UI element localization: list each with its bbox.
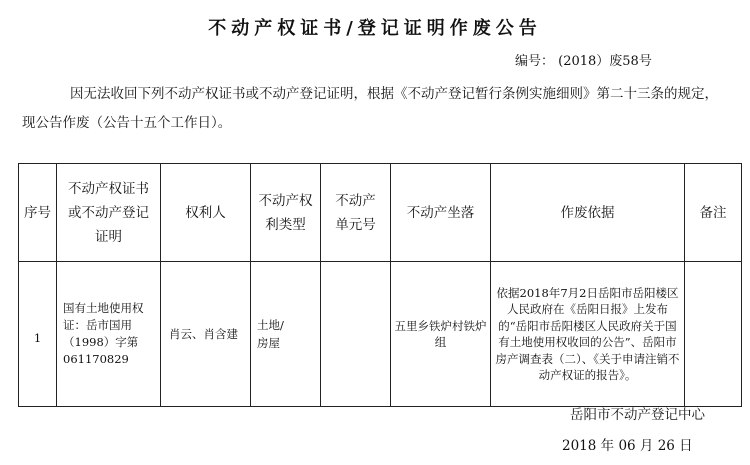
header-seq: 序号 (19, 164, 57, 262)
cell-type-line2: 房屋 (257, 336, 280, 350)
cancellation-table (18, 163, 742, 407)
issuing-authority: 岳阳市不动产登记中心 (570, 407, 705, 423)
header-cert-line1: 不动产权证书 (68, 180, 149, 197)
header-holder: 权利人 (161, 164, 251, 262)
cell-remarks (685, 262, 742, 407)
header-cert-line3: 证明 (95, 228, 122, 245)
header-certificate (57, 164, 161, 262)
cell-location: 五里乡铁炉村铁炉组 (391, 262, 491, 407)
cell-certificate: 国有土地使用权证：岳市国用（1998）字第061170829 (57, 262, 161, 407)
notice-body: 因无法收回下列不动产权证书或不动产登记证明，根据《不动产登记暂行条例实施细则》第二十三条的规定，现公告作废（公告十五个工作日）。 (22, 86, 718, 131)
header-right-type (251, 164, 321, 262)
header-type-line1: 不动产权 (258, 192, 313, 209)
cell-holder: 肖云、肖含建 (161, 262, 251, 407)
header-cert-line2: 或不动产登记 (68, 204, 149, 221)
header-remarks: 备注 (685, 164, 742, 262)
table-header-row (19, 164, 742, 262)
cell-type-line1: 土地/ (257, 318, 284, 332)
notice-title: 不动产权证书/登记证明作废公告 (208, 18, 542, 39)
document-number: 编号： (2018）废58号 (515, 54, 652, 69)
issue-date: 2018 年 06 月 26 日 (562, 438, 693, 454)
header-type-line2: 利类型 (265, 216, 306, 233)
table-row (19, 262, 742, 407)
cell-basis: 依据2018年7月2日岳阳市岳阳楼区人民政府在《岳阳日报》上发布的“岳阳市岳阳楼区人民政府关于国有土地使用权收回的公告”、岳阳市房产调查表（二）、《关于申请注销不动产权证的报告》。 (491, 262, 685, 407)
header-unit-number (321, 164, 391, 262)
header-unit-line2: 单元号 (335, 216, 376, 233)
cell-unit-number (321, 262, 391, 407)
header-location: 不动产坐落 (391, 164, 491, 262)
header-basis: 作废依据 (491, 164, 685, 262)
cell-seq: 1 (19, 262, 57, 407)
cell-right-type (251, 262, 321, 407)
header-unit-line1: 不动产 (335, 192, 376, 209)
